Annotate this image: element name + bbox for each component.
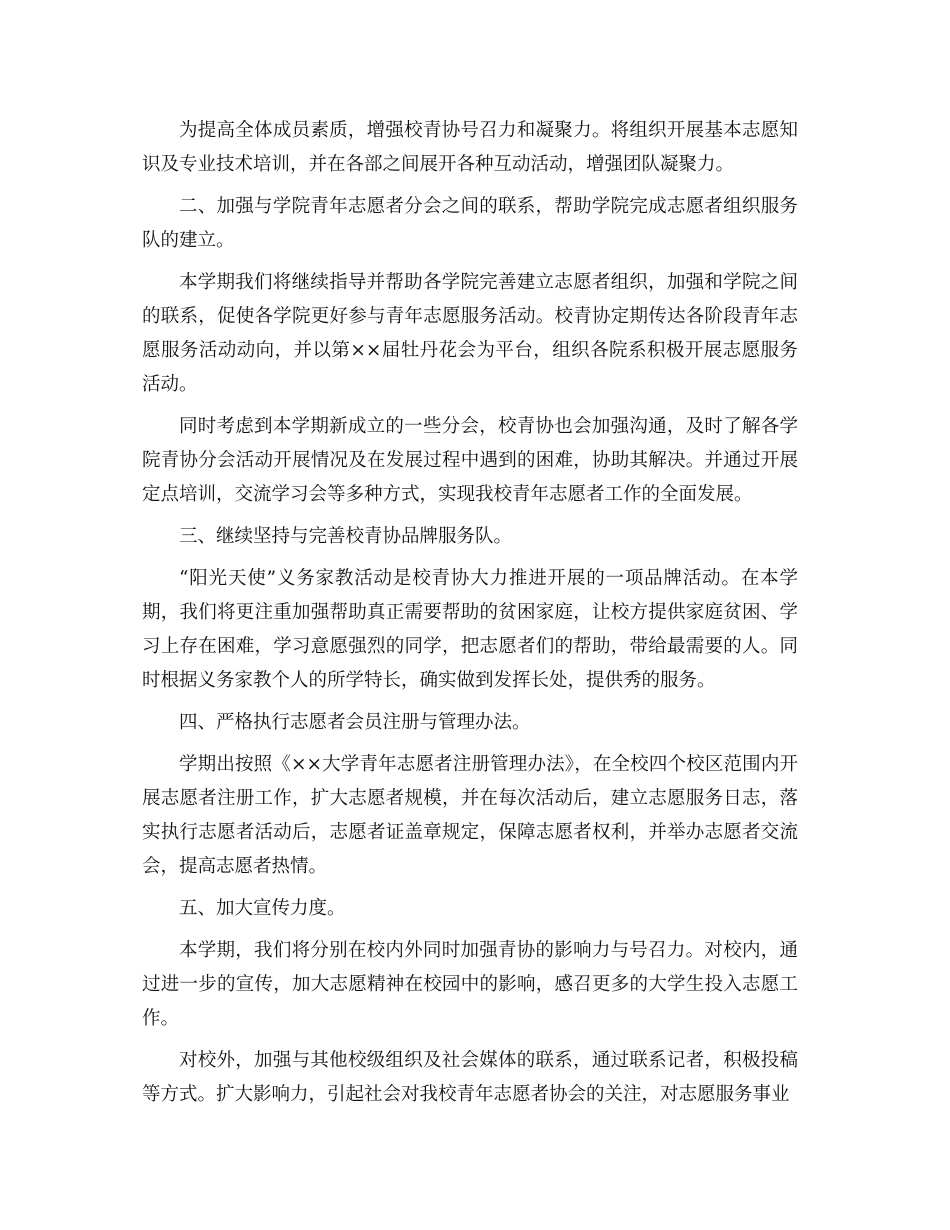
heading-section-3: 三、继续坚持与完善校青协品牌服务队。 xyxy=(179,526,513,547)
paragraph-new-branches: 同时考虑到本学期新成立的一些分会，校青协也会加强沟通，及时了解各学院青协分会活动开展情况及在发展过程中遇到的困难，协助其解决。并通过开展定点培训，交流学习会等多种方式，实现我校青年志愿者工作的全面发展。 xyxy=(142,416,798,505)
paragraph-campus-publicity: 本学期，我们将分别在校内外同时加强青协的影响力与号召力。对校内，通过进一步的宣传，加大志愿精神在校园中的影响，感召更多的大学生投入志愿工作。 xyxy=(142,940,798,1029)
paragraph-registration: 学期出按照《××大学青年志愿者注册管理办法》，在全校四个校区范围内开展志愿者注册工作，扩大志愿者规模，并在每次活动后，建立志愿服务日志，落实执行志愿者活动后，志愿者证盖章规定，保障志愿者权利，并举办志愿者交流会，提高志愿者热情。 xyxy=(142,754,798,877)
heading-section-2: 二、加强与学院青年志愿者分会之间的联系，帮助学院完成志愿者组织服务队的建立。 xyxy=(142,196,798,251)
heading-section-5: 五、加大宣传力度。 xyxy=(179,898,346,919)
heading-section-4: 四、严格执行志愿者会员注册与管理办法。 xyxy=(179,712,531,733)
paragraph-training: 为提高全体成员素质，增强校青协号召力和凝聚力。将组织开展基本志愿知识及专业技术培训，并在各部之间展开各种互动活动，增强团队凝聚力。 xyxy=(142,120,798,175)
paragraph-sunshine-angel: “阳光天使”义务家教活动是校青协大力推进开展的一项品牌活动。在本学期，我们将更注重加强帮助真正需要帮助的贫困家庭，让校方提供家庭贫困、学习上存在困难，学习意愿强烈的同学，把志愿者们的帮助，带给最需要的人。同时根据义务家教个人的所学特长，确实做到发挥长处，提供秀的服务。 xyxy=(142,568,798,691)
paragraph-college-guidance: 本学期我们将继续指导并帮助各学院完善建立志愿者组织，加强和学院之间的联系，促使各学院更好参与青年志愿服务活动。校青协定期传达各阶段青年志愿服务活动动向，并以第××届牡丹花会为平台，组织各院系积极开展志愿服务活动。 xyxy=(142,272,798,395)
paragraph-external-publicity: 对校外，加强与其他校级组织及社会媒体的联系，通过联系记者，积极投稿等方式。扩大影响力，引起社会对我校青年志愿者协会的关注，对志愿服务事业 xyxy=(142,1050,798,1105)
document-body xyxy=(142,114,798,1120)
